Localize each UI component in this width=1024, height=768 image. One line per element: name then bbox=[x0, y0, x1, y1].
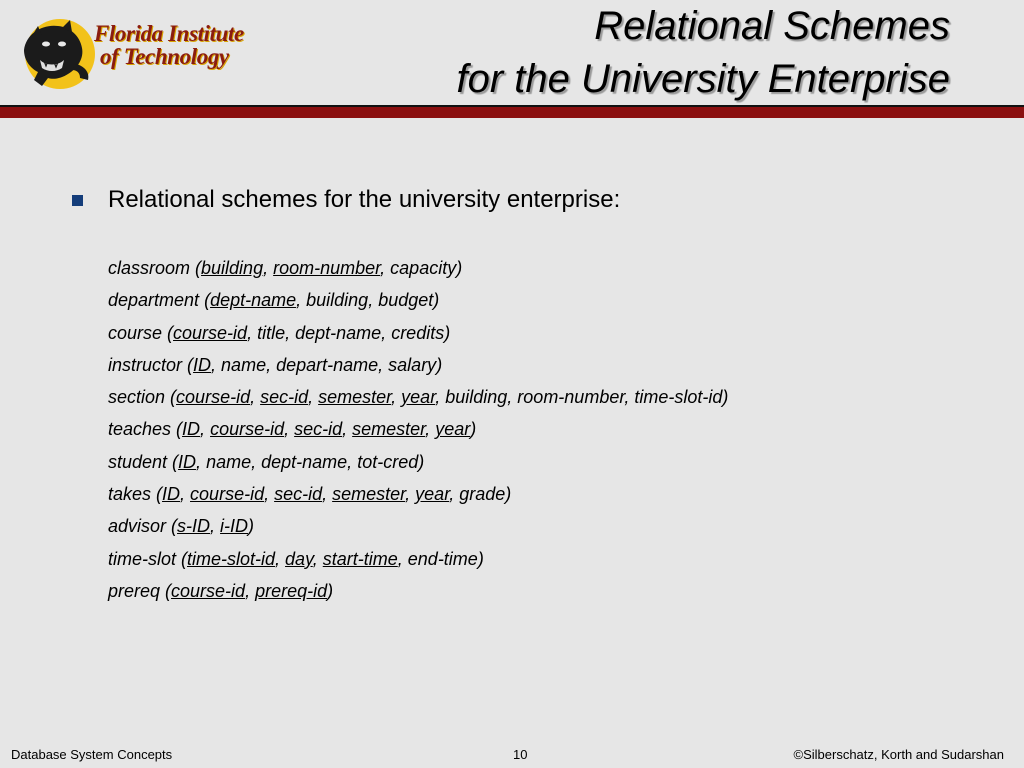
scheme-line: teaches (ID, course-id, sec-id, semester, year) bbox=[108, 419, 477, 440]
key-attribute: course-id bbox=[173, 322, 248, 343]
relation-name: advisor bbox=[108, 516, 167, 537]
attribute: room-number bbox=[517, 387, 625, 408]
relation-name: time-slot bbox=[108, 548, 177, 569]
relation-name: student bbox=[108, 451, 168, 472]
attribute: dept-name bbox=[261, 451, 348, 472]
scheme-line: time-slot (time-slot-id, day, start-time, end-time) bbox=[108, 548, 484, 569]
key-attribute: prereq-id bbox=[255, 580, 328, 601]
logo-line-2: of Technology bbox=[100, 44, 229, 69]
logo-line-1: Florida Institute bbox=[94, 21, 244, 46]
scheme-list bbox=[108, 255, 728, 610]
key-attribute: s-ID bbox=[177, 516, 211, 537]
key-attribute: start-time bbox=[322, 548, 398, 569]
attribute: name bbox=[206, 451, 252, 472]
attribute: budget bbox=[378, 290, 434, 311]
scheme-line: classroom (building, room-number, capacity) bbox=[108, 258, 463, 278]
key-attribute: course-id bbox=[171, 580, 246, 601]
key-attribute: year bbox=[401, 387, 436, 408]
scheme-line: department (dept-name, building, budget) bbox=[108, 290, 440, 311]
attribute: capacity bbox=[390, 258, 457, 278]
key-attribute: building bbox=[201, 258, 264, 278]
key-attribute: sec-id bbox=[260, 387, 309, 408]
footer-book-title: Database System Concepts bbox=[11, 747, 173, 762]
relation-name: teaches bbox=[108, 419, 172, 440]
key-attribute: course-id bbox=[210, 419, 285, 440]
slide-title bbox=[310, 0, 950, 106]
scheme-line: section (course-id, sec-id, semester, year, building, room-number, time-slot-id) bbox=[108, 387, 729, 408]
slide-footer bbox=[0, 746, 1024, 764]
intro-text: Relational schemes for the university enterprise: bbox=[108, 186, 621, 213]
relation-name: takes bbox=[108, 484, 152, 505]
key-attribute: room-number bbox=[273, 258, 381, 278]
header-accent-bar bbox=[0, 107, 1024, 118]
attribute: end-time bbox=[407, 548, 478, 569]
key-attribute: sec-id bbox=[294, 419, 343, 440]
key-attribute: semester bbox=[332, 484, 406, 505]
key-attribute: dept-name bbox=[210, 290, 297, 311]
relation-name: instructor bbox=[108, 354, 183, 375]
attribute: tot-cred bbox=[357, 451, 419, 472]
key-attribute: year bbox=[415, 484, 450, 505]
logo-wordmark bbox=[94, 22, 244, 68]
scheme-line: instructor (ID, name, depart-name, salary) bbox=[108, 354, 443, 375]
attribute: building bbox=[306, 290, 369, 311]
footer-copyright: ©Silberschatz, Korth and Sudarshan bbox=[793, 747, 1004, 762]
key-attribute: semester bbox=[318, 387, 392, 408]
slide-title-line-2: for the University Enterprise bbox=[456, 57, 950, 101]
slide-title-line-1: Relational Schemes bbox=[594, 4, 950, 48]
key-attribute: course-id bbox=[190, 484, 265, 505]
relation-name: department bbox=[108, 290, 200, 311]
square-bullet-icon bbox=[72, 195, 83, 206]
attribute: dept-name bbox=[295, 322, 382, 343]
relation-name: prereq bbox=[108, 580, 161, 601]
scheme-line: student (ID, name, dept-name, tot-cred) bbox=[108, 451, 425, 472]
footer-page-number: 10 bbox=[513, 747, 528, 762]
relation-name: classroom bbox=[108, 258, 191, 278]
key-attribute: ID bbox=[193, 354, 212, 375]
relation-name: course bbox=[108, 322, 163, 343]
attribute: depart-name bbox=[276, 354, 379, 375]
key-attribute: ID bbox=[162, 484, 181, 505]
panther-emblem-icon bbox=[18, 14, 96, 90]
key-attribute: i-ID bbox=[220, 516, 249, 537]
attribute: name bbox=[221, 354, 267, 375]
attribute: time-slot-id bbox=[634, 387, 723, 408]
key-attribute: year bbox=[435, 419, 471, 440]
attribute: title bbox=[257, 322, 286, 343]
attribute: grade bbox=[459, 484, 506, 505]
scheme-line: prereq (course-id, prereq-id) bbox=[108, 580, 334, 601]
key-attribute: sec-id bbox=[274, 484, 323, 505]
scheme-line: course (course-id, title, dept-name, credits) bbox=[108, 322, 451, 343]
relation-name: section bbox=[108, 387, 166, 408]
attribute: credits bbox=[391, 322, 445, 343]
key-attribute: course-id bbox=[176, 387, 251, 408]
scheme-line: takes (ID, course-id, sec-id, semester, year, grade) bbox=[108, 484, 512, 505]
attribute: salary bbox=[388, 354, 437, 375]
key-attribute: day bbox=[285, 548, 313, 569]
attribute: building bbox=[445, 387, 508, 408]
key-attribute: ID bbox=[178, 451, 197, 472]
key-attribute: semester bbox=[352, 419, 426, 440]
key-attribute: ID bbox=[182, 419, 201, 440]
florida-tech-logo bbox=[18, 14, 258, 90]
key-attribute: time-slot-id bbox=[187, 548, 276, 569]
scheme-line: advisor (s-ID, i-ID) bbox=[108, 516, 255, 537]
